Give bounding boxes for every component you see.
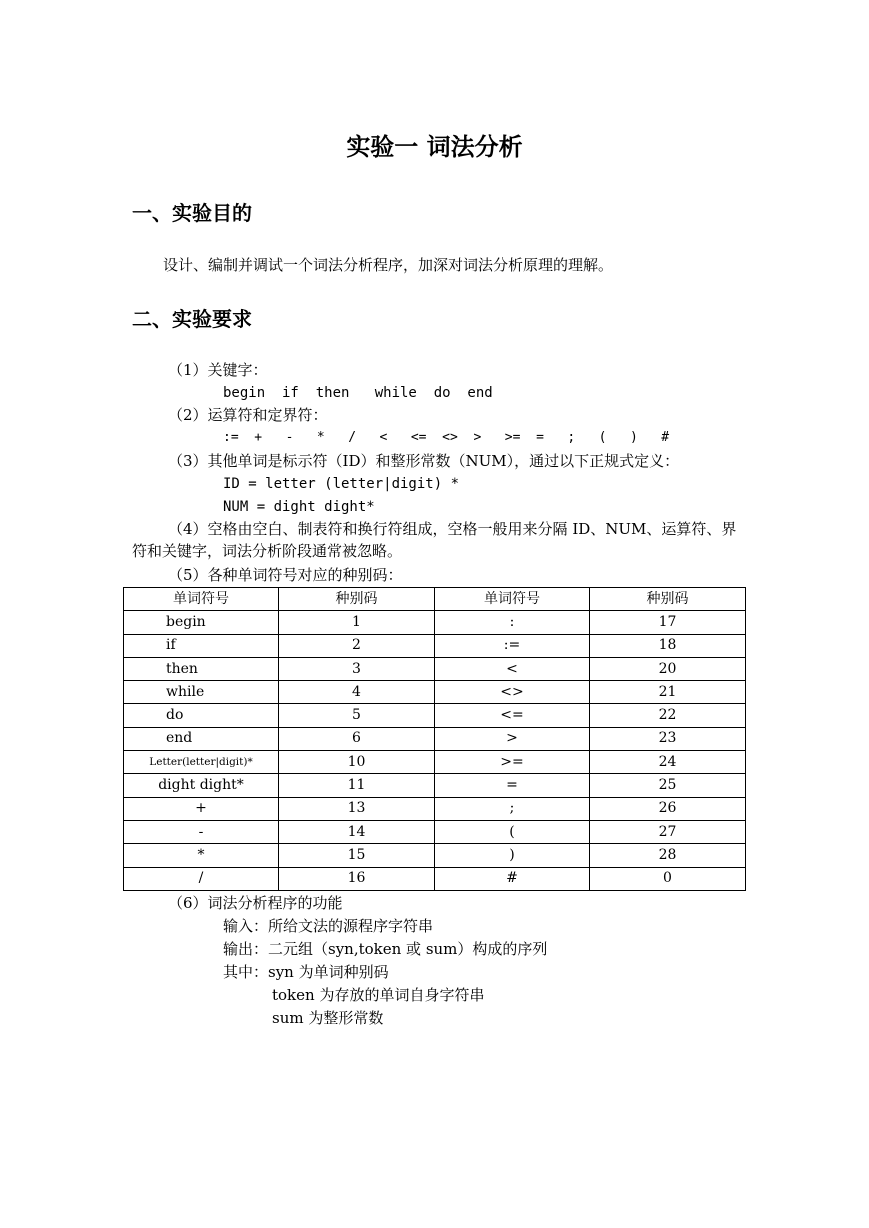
- table-cell: ;: [435, 797, 590, 820]
- function-token: token 为存放的单词自身字符串: [272, 986, 485, 1004]
- function-label: （6）词法分析程序的功能: [168, 894, 343, 912]
- table-cell: :: [435, 611, 590, 634]
- token-code-table: [123, 587, 746, 891]
- table-row: [124, 751, 746, 774]
- keywords-list: begin if then while do end: [223, 385, 493, 401]
- section-heading-requirements: 二、实验要求: [132, 307, 252, 331]
- table-row: [124, 657, 746, 680]
- whitespace-note: （4）空格由空白、制表符和换行符组成，空格一般用来分隔 ID、NUM、运算符、界符和关键字，词法分析阶段通常被忽略。: [132, 520, 737, 560]
- table-cell: while: [124, 681, 279, 704]
- table-cell: 6: [279, 727, 435, 750]
- page-title: 实验一 词法分析: [346, 133, 523, 161]
- table-cell: 2: [279, 634, 435, 657]
- section-heading-purpose: 一、实验目的: [132, 201, 252, 225]
- table-row: [124, 634, 746, 657]
- table-cell: 14: [279, 820, 435, 843]
- table-cell: if: [124, 634, 279, 657]
- operators-label: （2）运算符和定界符：: [168, 406, 328, 424]
- table-cell: 18: [590, 634, 746, 657]
- regex-id: ID = letter (letter|digit) *: [223, 476, 460, 492]
- codes-label: （5）各种单词符号对应的种别码：: [168, 566, 403, 584]
- table-cell: 1: [279, 611, 435, 634]
- table-row: [124, 867, 746, 890]
- table-cell: <: [435, 657, 590, 680]
- table-cell: Letter(letter|digit)*: [124, 751, 279, 774]
- table-cell: 28: [590, 844, 746, 867]
- table-cell: 23: [590, 727, 746, 750]
- table-cell: 25: [590, 774, 746, 797]
- table-row: [124, 797, 746, 820]
- table-cell: *: [124, 844, 279, 867]
- table-cell: 17: [590, 611, 746, 634]
- keywords-label: （1）关键字：: [168, 361, 268, 379]
- table-cell: #: [435, 867, 590, 890]
- table-cell: +: [124, 797, 279, 820]
- operators-list: := + - * / < <= <> > >= = ; ( ) #: [223, 430, 670, 445]
- function-sum: sum 为整形常数: [272, 1009, 384, 1027]
- regex-label: （3）其他单词是标示符（ID）和整形常数（NUM），通过以下正规式定义：: [168, 452, 680, 470]
- table-cell: =: [435, 774, 590, 797]
- table-cell: 27: [590, 820, 746, 843]
- table-cell: 0: [590, 867, 746, 890]
- table-cell: 20: [590, 657, 746, 680]
- table-row: [124, 681, 746, 704]
- table-cell: >=: [435, 751, 590, 774]
- table-cell: 15: [279, 844, 435, 867]
- table-cell: 13: [279, 797, 435, 820]
- table-header: 单词符号: [435, 588, 590, 611]
- table-cell: ): [435, 844, 590, 867]
- table-cell: 3: [279, 657, 435, 680]
- table-cell: dight dight*: [124, 774, 279, 797]
- table-cell: -: [124, 820, 279, 843]
- table-cell: 26: [590, 797, 746, 820]
- table-cell: 24: [590, 751, 746, 774]
- table-header-row: [124, 588, 746, 611]
- table-row: [124, 820, 746, 843]
- table-cell: /: [124, 867, 279, 890]
- table-cell: 11: [279, 774, 435, 797]
- table-cell: 4: [279, 681, 435, 704]
- function-where: 其中：syn 为单词种别码: [223, 963, 389, 981]
- table-cell: 21: [590, 681, 746, 704]
- purpose-text: 设计、编制并调试一个词法分析程序，加深对词法分析原理的理解。: [163, 256, 614, 274]
- table-row: [124, 704, 746, 727]
- table-cell: 10: [279, 751, 435, 774]
- table-cell: 16: [279, 867, 435, 890]
- function-input: 输入：所给文法的源程序字符串: [223, 917, 434, 935]
- table-cell: 5: [279, 704, 435, 727]
- table-cell: (: [435, 820, 590, 843]
- table-row: [124, 844, 746, 867]
- table-cell: <=: [435, 704, 590, 727]
- table-cell: >: [435, 727, 590, 750]
- function-output: 输出：二元组（syn,token 或 sum）构成的序列: [223, 940, 548, 958]
- table-cell: <>: [435, 681, 590, 704]
- table-cell: then: [124, 657, 279, 680]
- table-header: 单词符号: [124, 588, 279, 611]
- table-cell: :=: [435, 634, 590, 657]
- table-header: 种别码: [279, 588, 435, 611]
- table-row: [124, 774, 746, 797]
- table-row: [124, 611, 746, 634]
- table-cell: 22: [590, 704, 746, 727]
- table-cell: do: [124, 704, 279, 727]
- table-cell: end: [124, 727, 279, 750]
- regex-num: NUM = dight dight*: [223, 499, 375, 515]
- table-row: [124, 727, 746, 750]
- table-cell: begin: [124, 611, 279, 634]
- table-header: 种别码: [590, 588, 746, 611]
